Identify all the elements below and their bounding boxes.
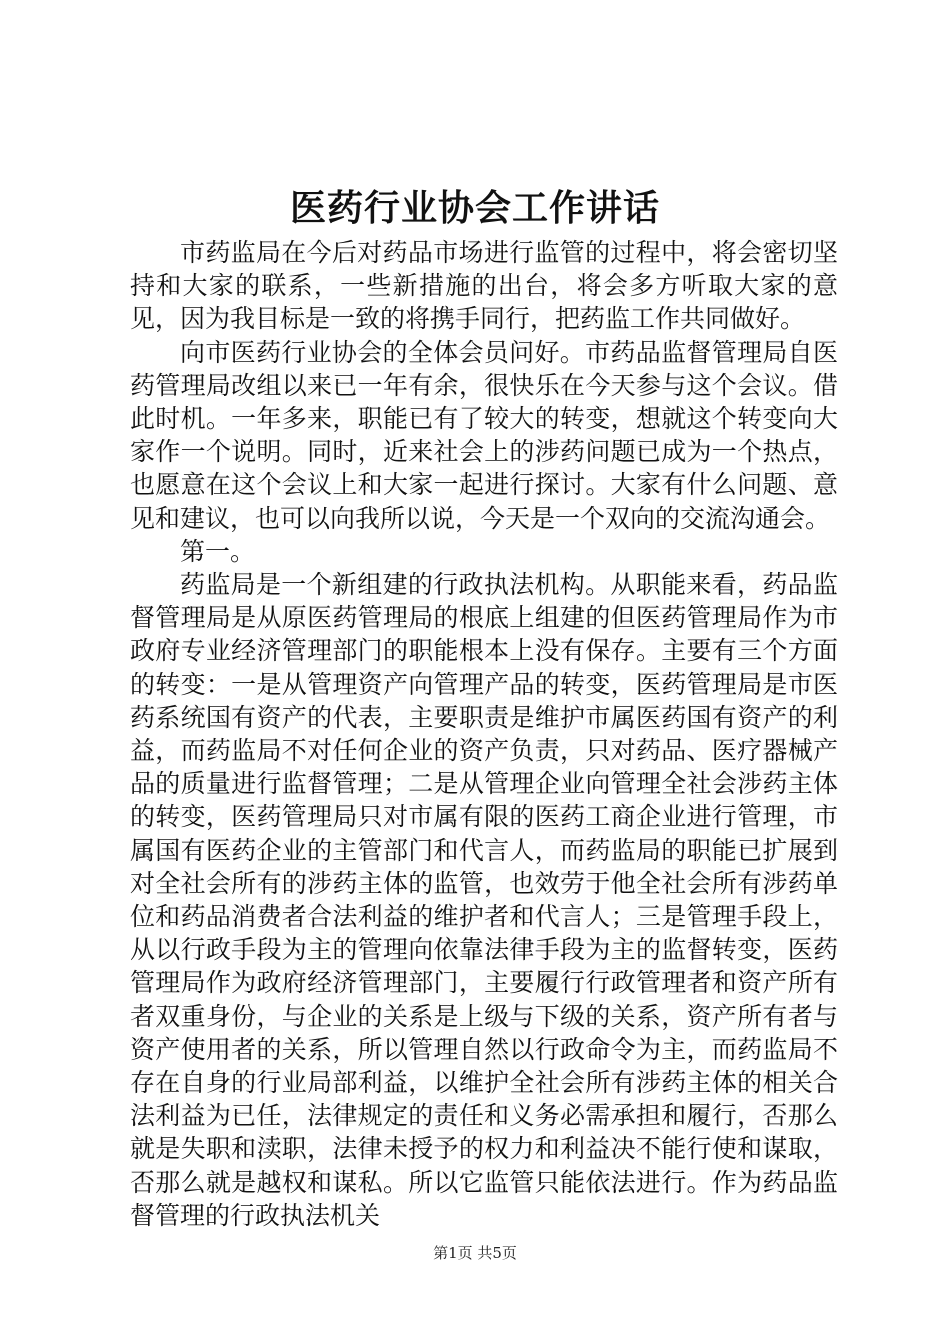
document-body — [130, 236, 838, 1232]
paragraph: 向市医药行业协会的全体会员问好。市药品监督管理局自医药管理局改组以来已一年有余，很快乐在今天参与这个会议。借此时机。一年多来，职能已有了较大的转变，想就这个转变向大家作一个说明。同时，近来社会上的涉药问题已成为一个热点，也愿意在这个会议上和大家一起进行探讨。大家有什么问题、意见和建议，也可以向我所以说，今天是一个双向的交流沟通会。 — [130, 337, 838, 533]
paragraph: 第一。 — [180, 536, 256, 566]
document-title: 医药行业协会工作讲话 — [289, 187, 660, 229]
paragraph: 市药监局在今后对药品市场进行监管的过程中，将会密切坚持和大家的联系，一些新措施的出台，将会多方听取大家的意见，因为我目标是一致的将携手同行，把药监工作共同做好。 — [130, 238, 838, 334]
paragraph: 药监局是一个新组建的行政执法机构。从职能来看，药品监督管理局是从原医药管理局的根底上组建的但医药管理局作为市政府专业经济管理部门的职能根本上没有保存。主要有三个方面的转变：一是从管理资产向管理产品的转变，医药管理局是市医药系统国有资产的代表，主要职责是维护市属医药国有资产的利益，而药监局不对任何企业的资产负责，只对药品、医疗器械产品的质量进行监督管理；二是从管理企业向管理全社会涉药主体的转变，医药管理局只对市属有限的医药工商企业进行管理，市属国有医药企业的主管部门和代言人，而药监局的职能已扩展到对全社会所有的涉药主体的监管，也效劳于他全社会所有涉药单位和药品消费者合法利益的维护者和代言人；三是管理手段上，从以行政手段为主的管理向依靠法律手段为主的监督转变，医药管理局作为政府经济管理部门，主要履行行政管理者和资产所有者双重身份，与企业的关系是上级与下级的关系，资产所有者与资产使用者的关系，所以管理自然以行政命令为主，而药监局不存在自身的行业局部利益，以维护全社会所有涉药主体的相关合法利益为已任，法律规定的责任和义务必需承担和履行，否那么就是失职和渎职，法律未授予的权力和利益决不能行使和谋取，否那么就是越权和谋私。所以它监管只能依法进行。作为药品监督管理的行政执法机关 — [130, 570, 838, 1230]
page-footer: 第1页 共5页 — [433, 1244, 517, 1262]
